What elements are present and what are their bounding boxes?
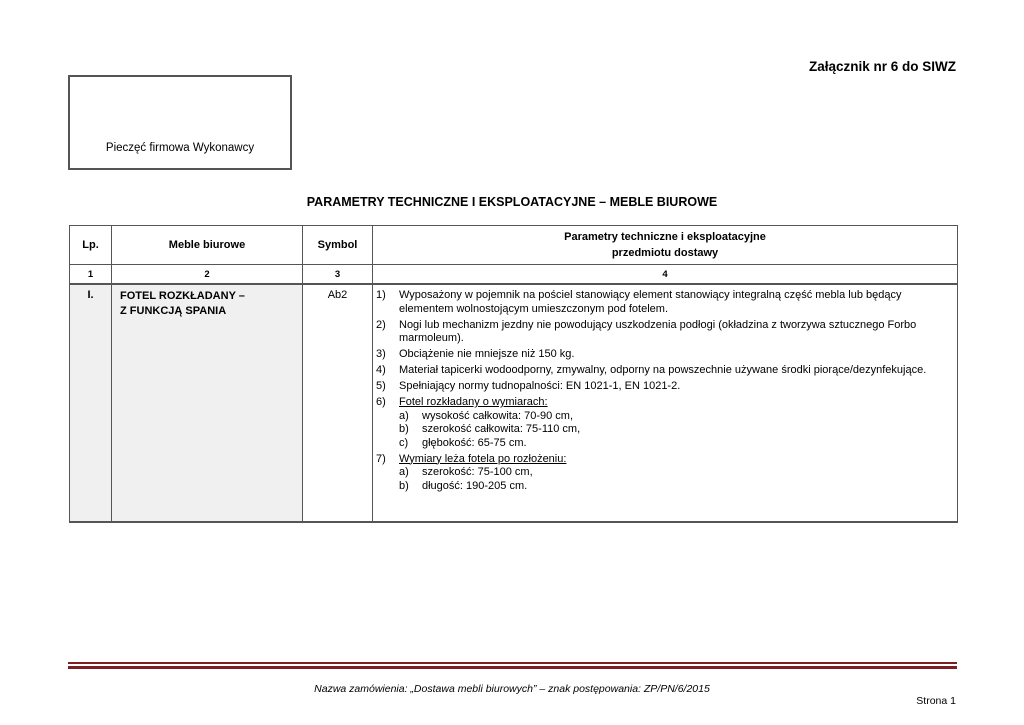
item-name-text: FOTEL ROZKŁADANY – Z FUNKCJĄ SPANIA	[120, 290, 245, 317]
column-number: 3	[303, 265, 373, 285]
parameter-number: 4)	[376, 364, 386, 376]
item-symbol: Ab2	[303, 284, 373, 522]
parameter-text: Nogi lub mechanizm jezdny nie powodujący uszkodzenia podłogi (okładzina z tworzywa sztucznego Forbo marmoleum).	[399, 318, 917, 344]
footer-rule	[68, 666, 957, 669]
parameter-number: 1)	[376, 289, 386, 301]
parameters-table	[69, 225, 958, 523]
page-number: Strona 1	[916, 695, 956, 707]
parameter-text: Materiał tapicerki wodoodporny, zmywalny, odporny na powszechnie używane środki piorące/dezynfekujące.	[399, 364, 927, 376]
table-row	[70, 284, 958, 522]
column-header-symbol: Symbol	[303, 226, 373, 265]
column-number: 4	[373, 265, 958, 285]
company-stamp-box	[68, 75, 292, 170]
parameter-text: Fotel rozkładany o wymiarach: a) wysokość całkowita: 70-90 cm, b) szerokość całkowita: 75-110 cm, c) głębokość: 65-75 cm.	[399, 396, 951, 450]
parameter-item	[376, 380, 951, 394]
parameter-item	[376, 453, 951, 494]
parameter-subitem: a) wysokość całkowita: 70-90 cm,	[399, 409, 573, 422]
parameter-text: Wyposażony w pojemnik na pościel stanowiący element stanowiący integralną część mebla lub będący elementem wolnostojącym umieszczonym pod fotelem.	[399, 289, 902, 315]
parameter-number: 6)	[376, 396, 386, 408]
parameter-subitem: b) szerokość całkowita: 75-110 cm,	[399, 423, 581, 435]
parameter-item	[376, 319, 951, 346]
parameter-item	[376, 364, 951, 378]
footer-order-name: Nazwa zamówienia: „Dostawa mebli biurowych” – znak postępowania: ZP/PN/6/2015	[314, 683, 710, 695]
table-header-row	[70, 226, 958, 265]
column-number-row	[70, 265, 958, 285]
item-parameters	[373, 284, 958, 522]
parameter-number: 7)	[376, 452, 386, 465]
parameter-text: Wymiary leża fotela po rozłożeniu: a) szerokość: 75-100 cm, b) długość: 190-205 cm.	[399, 453, 951, 494]
footer-rule	[68, 662, 957, 664]
parameter-subitem: a) szerokość: 75-100 cm,	[399, 466, 533, 478]
page-title: PARAMETRY TECHNICZNE I EKSPLOATACYJNE – MEBLE BIUROWE	[306, 195, 718, 209]
parameter-text: Spełniający normy tudnopalności: EN 1021-1, EN 1021-2.	[399, 380, 681, 392]
parameter-item	[376, 348, 951, 362]
item-lp: I.	[70, 284, 112, 522]
parameter-item	[376, 396, 951, 450]
parameter-subitem: c) głębokość: 65-75 cm.	[399, 436, 527, 449]
column-number: 2	[112, 265, 303, 285]
parameter-number: 5)	[376, 380, 386, 392]
column-header-furniture: Meble biurowe	[112, 226, 303, 265]
parameter-subitem: b) długość: 190-205 cm.	[399, 479, 528, 492]
annex-label: Załącznik nr 6 do SIWZ	[808, 59, 956, 74]
column-header-lp: Lp.	[70, 226, 112, 265]
parameter-number: 2)	[376, 318, 386, 331]
stamp-label: Pieczęć firmowa Wykonawcy	[105, 142, 255, 154]
column-number: 1	[70, 265, 112, 285]
column-header-parameters: Parametry techniczne i eksploatacyjne przedmiotu dostawy	[373, 226, 958, 265]
parameter-text: Obciążenie nie mniejsze niż 150 kg.	[399, 348, 575, 360]
item-name	[112, 284, 303, 522]
parameter-item	[376, 289, 951, 316]
parameter-number: 3)	[376, 348, 386, 360]
